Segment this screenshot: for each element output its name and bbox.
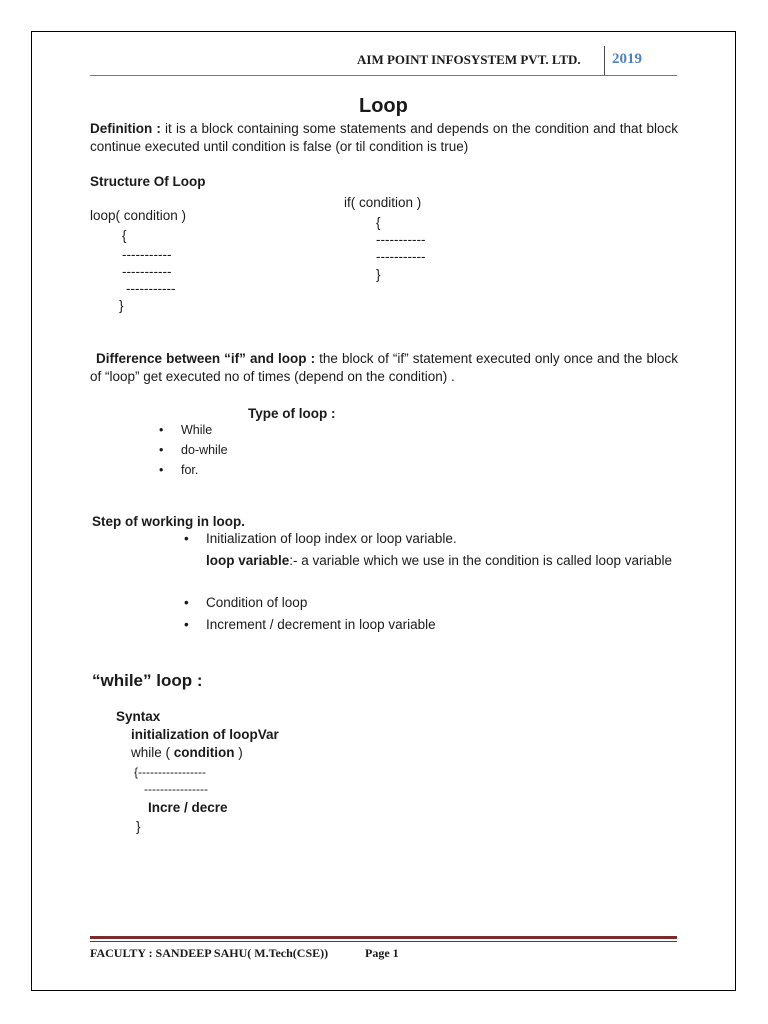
- loop-line-5: }: [119, 298, 124, 313]
- header-year: 2019: [612, 51, 642, 67]
- definition-label: Definition :: [90, 121, 161, 136]
- type-item-do-while: • do-while: [181, 443, 228, 457]
- syntax-incr: Incre / decre: [148, 800, 228, 815]
- footer-faculty: FACULTY : SANDEEP SAHU( M.Tech(CSE)): [90, 946, 329, 960]
- step-item-2: • Condition of loop: [206, 595, 307, 610]
- loop-line-4: -----------: [126, 281, 176, 296]
- page-title: Loop: [359, 95, 408, 117]
- while-close: ): [234, 745, 243, 760]
- syntax-close: }: [136, 819, 141, 834]
- if-line-0: if( condition ): [344, 195, 422, 210]
- footer-rule-thin: [90, 941, 677, 942]
- while-keyword: while (: [131, 745, 174, 760]
- difference-label: Difference between “if” and loop :: [96, 351, 316, 366]
- header-divider: [604, 46, 605, 75]
- structure-heading: Structure Of Loop: [90, 174, 206, 189]
- difference-paragraph: [90, 350, 678, 386]
- while-condition: condition: [173, 745, 235, 760]
- syntax-open-line: {-----------------: [134, 765, 206, 779]
- footer-rule-thick: [90, 936, 677, 939]
- if-line-1: {: [376, 215, 381, 230]
- definition-text: it is a block containing some statements and depends on the condition and that block continue executed until condition is false (or til condition is true): [90, 121, 678, 154]
- header-rule: [90, 75, 677, 76]
- if-line-4: }: [376, 267, 381, 282]
- header-company: AIM POINT INFOSYSTEM PVT. LTD.: [357, 52, 581, 67]
- loop-line-1: {: [122, 228, 127, 243]
- loop-line-0: loop( condition ): [90, 208, 187, 223]
- syntax-dash-line: ----------------: [144, 782, 208, 796]
- step-item-3: • Increment / decrement in loop variable: [206, 617, 436, 632]
- steps-heading: Step of working in loop.: [92, 514, 245, 529]
- if-line-3: -----------: [376, 249, 426, 264]
- type-item-while: • While: [181, 423, 212, 437]
- syntax-init: initialization of loopVar: [131, 727, 279, 742]
- loop-variable-note: [206, 552, 678, 570]
- syntax-while-line: [131, 745, 243, 760]
- loop-variable-text: :- a variable which we use in the condition is called loop variable: [289, 553, 672, 568]
- syntax-label: Syntax: [116, 709, 161, 724]
- while-heading: “while” loop :: [92, 671, 203, 690]
- loop-variable-label: loop variable: [206, 553, 290, 568]
- if-line-2: -----------: [376, 232, 426, 247]
- type-item-for: • for.: [181, 463, 198, 477]
- footer-page-number: Page 1: [365, 946, 399, 960]
- types-heading: Type of loop :: [248, 406, 336, 421]
- definition-paragraph: [90, 120, 678, 156]
- step-item-1: • Initialization of loop index or loop variable.: [206, 531, 457, 546]
- difference-text: the block of “if” statement executed only once and the block of “loop” get executed no of times (depend on the condition) .: [90, 351, 678, 384]
- loop-line-3: -----------: [122, 264, 172, 279]
- loop-line-2: -----------: [122, 247, 172, 262]
